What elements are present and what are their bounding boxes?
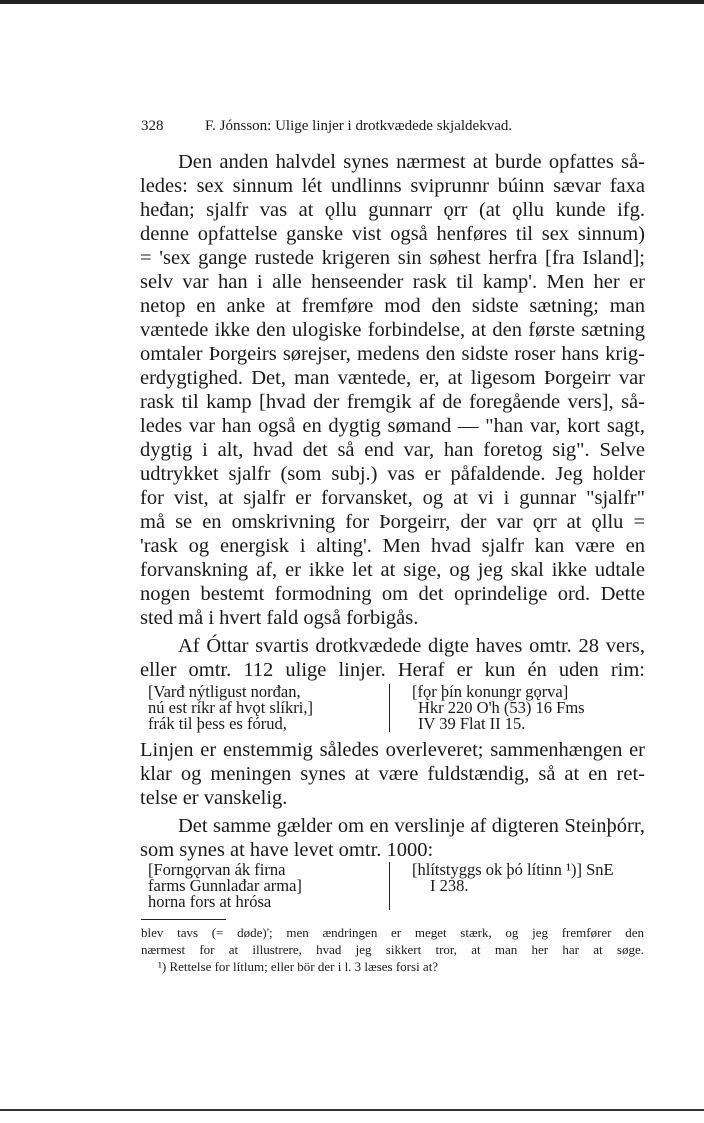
text-line: Det samme gælder om en verslinje af digteren Steinþórr, — [178, 815, 645, 837]
page-number: 328 — [141, 118, 164, 134]
text-line: dygtig i alt, hvad det så end var, han foretog sig". Selve — [140, 439, 645, 461]
text-line: for vist, at sjalfr er forvansket, og at vi i gunnar "sjalfr" — [140, 487, 645, 509]
verse-source: I 238. — [430, 876, 469, 895]
text-line: som synes at have levet omtr. 1000: — [140, 839, 434, 861]
text-line: rask til kamp [hvad der fremgik af de foregående vers], så- — [140, 391, 645, 413]
verse-divider — [389, 862, 390, 910]
verse-line: [Varđ nýtligust norđan, — [148, 682, 301, 701]
verse-source: Hkr 220 O'h (53) 16 Fms — [418, 698, 585, 717]
text-line: = 'sex gange rustede krigeren sin søhest herfra [fra Island]; — [140, 247, 645, 269]
bottom-border — [0, 1109, 704, 1111]
verse-line: [fǫr þín konungr gǫrva] — [412, 682, 569, 701]
text-line: denne opfattelse ganske vist også henføres til sex sinnum) — [140, 223, 645, 245]
footnote-line: nærmest for at illustrere, hvad jeg sikkert tror, at man her har at søge. — [141, 942, 644, 957]
text-line: udtrykket sjalfr (som subj.) vas er påfaldende. Jeg holder — [140, 463, 645, 485]
text-line: væntede ikke den ulogiske forbindelse, at den første sætning — [140, 319, 645, 341]
verse-line: horna fors at hrósa — [148, 892, 272, 911]
text-line: forvanskning af, er ikke let at sige, og jeg skal ikke udtale — [140, 559, 645, 581]
text-line: 'rask og energisk i alting'. Men hvad sjalfr kan være en — [140, 535, 645, 557]
verse-line: [hlítstyggs ok þó lítinn ¹)] SnE — [412, 860, 614, 879]
text-line: Den anden halvdel synes nærmest at burde opfattes så- — [178, 151, 645, 173]
text-line: telse er vanskelig. — [140, 787, 288, 809]
text-line: selv var han i alle henseender rask til kamp'. Men her er — [140, 271, 645, 293]
text-line: omtaler Þorgeirs sørejser, medens den sidste roser hans krig- — [140, 343, 645, 365]
text-line: netop en anke at fremføre mod den sidste sætning; man — [140, 295, 645, 317]
text-line: eller omtr. 112 ulige linjer. Heraf er kun én uden rim: — [140, 659, 645, 681]
running-title: F. Jónsson: Ulige linjer i drotkvædede skjaldekvad. — [205, 118, 513, 134]
verse-divider — [389, 684, 390, 732]
text-line: Linjen er enstemmig således overleveret; sammenhængen er — [140, 739, 645, 761]
footnote-line: blev tavs (= døde)'; men ændringen er meget stærk, og jeg fremfører den — [141, 925, 644, 940]
verse-line: frák til þess es fórud, — [148, 714, 287, 733]
footnote-line: ¹) Rettelse for lítlum; eller bör der i l. 3 læses forsi at? — [158, 959, 439, 974]
text-line: erdygtighed. Det, man væntede, er, at ligesom Þorgeirr var — [140, 367, 645, 389]
verse-line: farms Gunnlađar arma] — [148, 876, 302, 895]
verse-source: IV 39 Flat II 15. — [418, 714, 526, 733]
text-line: ledes: sex sinnum lét undlinns sviprunnr búinn sævar faxa — [140, 175, 645, 197]
footnote-rule — [141, 919, 226, 920]
text-line: nogen bestemt formodning om det oprindelige ord. Dette — [140, 583, 645, 605]
verse-line: nú est ríkr af hvǫt slíkri,] — [148, 698, 313, 717]
verse-line: [Forngǫrvan ák firna — [148, 860, 286, 879]
text-line: må se en omskrivning for Þorgeirr, der var ǫrr at ǫllu = — [140, 511, 645, 533]
text-line: ledes var han også en dygtig sømand — "han var, kort sagt, — [140, 415, 645, 437]
text-line: sted må i hvert fald også forbigås. — [140, 607, 419, 629]
text-line: heđan; sjalfr vas at ǫllu gunnarr ǫrr (at ǫllu kunde ifg. — [140, 199, 645, 221]
text-line: klar og meningen synes at være fuldstændig, så at en ret- — [140, 763, 645, 785]
text-line: Af Óttar svartis drotkvædede digte haves omtr. 28 vers, — [178, 635, 645, 657]
